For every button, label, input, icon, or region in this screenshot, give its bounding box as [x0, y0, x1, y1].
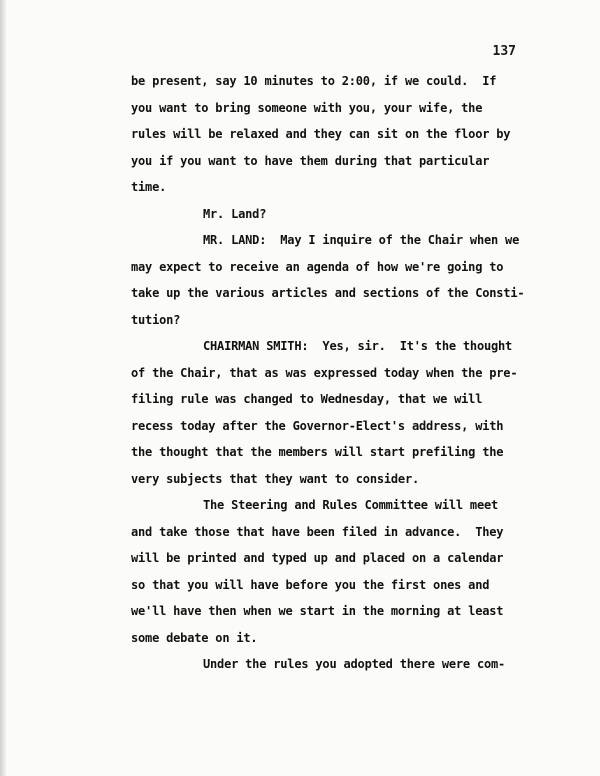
text-line: so that you will have before you the first ones and	[131, 577, 490, 592]
text-line: filing rule was changed to Wednesday, that we will	[131, 392, 483, 406]
text-line: the thought that the members will start prefiling the	[131, 445, 504, 459]
text-line: may expect to receive an agenda of how we're going to	[131, 259, 504, 274]
page-number: 137	[492, 44, 516, 59]
text-line: we'll have then when we start in the morning at least	[131, 604, 504, 618]
text-line-speaker: Mr. Land?	[203, 206, 267, 221]
text-line: tution?	[131, 312, 181, 327]
text-line: and take those that have been filed in advance. They	[131, 524, 504, 539]
text-line: of the Chair, that as was expressed today when the pre-	[131, 365, 518, 380]
text-line-speaker: CHAIRMAN SMITH: Yes, sir. It's the thought	[203, 339, 513, 353]
text-line: very subjects that they want to consider.	[131, 471, 420, 486]
text-line: rules will be relaxed and they can sit on the floor by	[131, 127, 511, 141]
page-edge-shadow	[0, 0, 6, 776]
text-line: some debate on it.	[131, 630, 258, 645]
text-line: recess today after the Governor-Elect's address, with	[131, 418, 504, 433]
text-line-speaker: MR. LAND: May I inquire of the Chair when we	[203, 233, 520, 247]
text-line-paragraph-start: Under the rules you adopted there were com-	[203, 657, 506, 671]
transcript-body	[131, 68, 551, 678]
text-line: time.	[131, 180, 167, 194]
text-line: you want to bring someone with you, your wife, the	[131, 100, 483, 115]
text-line: be present, say 10 minutes to 2:00, if we could. If	[131, 74, 497, 88]
text-line-paragraph-start: The Steering and Rules Committee will meet	[203, 498, 499, 512]
text-line: will be printed and typed up and placed on a calendar	[131, 551, 504, 565]
text-line: you if you want to have them during that particular	[131, 153, 490, 168]
text-line: take up the various articles and sections of the Consti-	[131, 286, 525, 300]
